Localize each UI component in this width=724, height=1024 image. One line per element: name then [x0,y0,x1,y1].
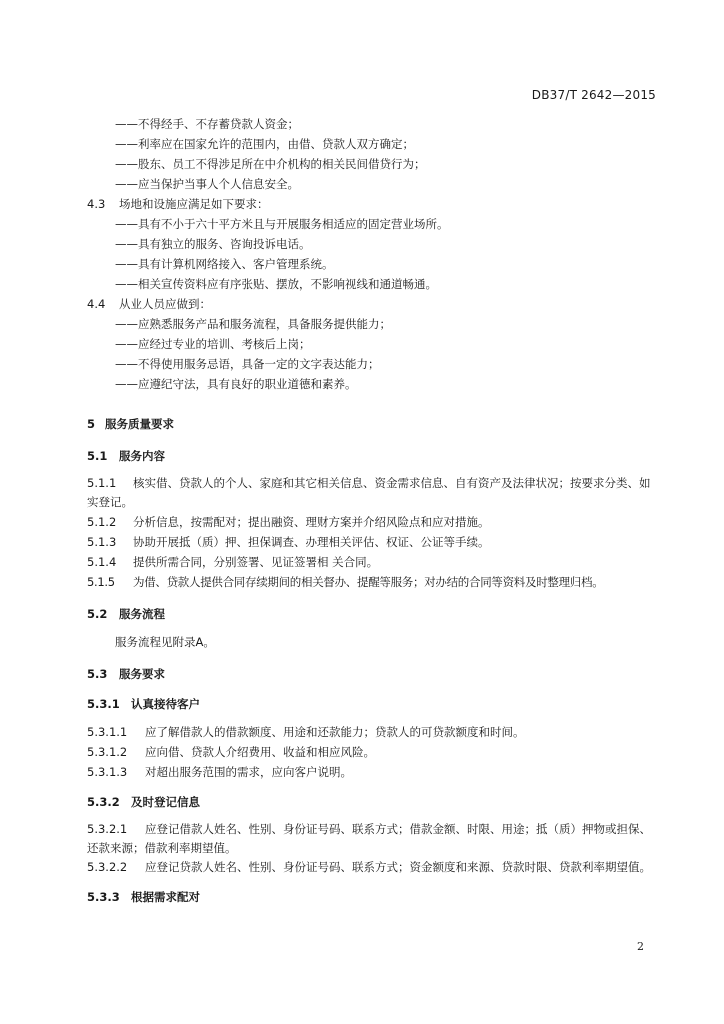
clause-5-3-1-1 [87,722,657,742]
section-title: 服务流程 [119,607,165,621]
clause-text: 应向借、贷款人介绍费用、收益和相应风险。 [145,745,375,759]
clause-number: 5.1.4 [87,555,117,569]
clause-5-1-5 [87,572,657,592]
section-number: 5.1 [87,449,108,463]
document-body [87,114,657,907]
section-number: 5.2 [87,607,108,621]
clause-5-3-2-1 [87,820,657,858]
clause-title: 从业人员应做到： [119,297,211,311]
section-number: 5.3.1 [87,697,120,711]
section-number: 5 [87,417,96,431]
section-5-heading [87,414,657,434]
clause-number: 5.1.2 [87,515,117,529]
list-item: ——具有计算机网络接入、客户管理系统。 [115,257,334,271]
clause-text: 对超出服务范围的需求，应向客户说明。 [145,765,352,779]
clause-5-1-4 [87,552,657,572]
clause-number: 5.1.5 [87,575,115,589]
clause-title: 场地和设施应满足如下要求： [119,197,269,211]
clause-text: 应登记贷款人姓名、性别、身份证号码、联系方式；资金额度和来源、贷款时限、贷款利率期望值。 [145,860,651,874]
list-item: ——利率应在国家允许的范围内，由借、贷款人双方确定； [115,137,414,151]
list-item: ——应当保护当事人个人信息安全。 [115,177,299,191]
clause-text: 提供所需合同，分别签署、见证签署相 关合同。 [133,555,379,569]
list-item: ——股东、员工不得涉足所在中介机构的相关民间借贷行为； [115,157,426,171]
clause-5-3-1-3 [87,762,657,782]
section-number: 5.3.2 [87,795,120,809]
clause-text: 分析信息，按需配对；提出融资、理财方案并介绍风险点和应对措施。 [133,515,490,529]
clause-text: 应登记借款人姓名、性别、身份证号码、联系方式；借款金额、时限、用途；抵（质）押物或担保、还款来源；借款利率期望值。 [87,822,651,855]
section-5-3-1-heading [87,694,657,714]
clause-4-3 [87,194,657,214]
clause-5-1-2 [87,512,657,532]
clause-number: 5.1.3 [87,535,117,549]
clause-number: 5.3.1.2 [87,745,128,759]
clause-text: 应了解借款人的借款额度、用途和还款能力；贷款人的可贷款额度和时间。 [145,725,525,739]
section-5-2-heading [87,604,657,624]
clause-number: 4.3 [87,197,106,211]
document-code: DB37/T 2642—2015 [531,88,656,102]
paragraph: 服务流程见附录A。 [115,635,215,649]
section-number: 5.3.3 [87,890,120,904]
list-item: ——不得经手、不存蓄贷款人资金； [115,117,299,131]
clause-5-3-2-2 [87,858,657,877]
clause-text: 协助开展抵（质）押、担保调查、办理相关评估、权证、公证等手续。 [133,535,490,549]
section-5-1-heading [87,446,657,466]
clause-4-4 [87,294,657,314]
clause-number: 5.3.1.1 [87,725,128,739]
section-title: 根据需求配对 [131,890,200,904]
clause-text: 核实借、贷款人的个人、家庭和其它相关信息、资金需求信息、自有资产及法律状况；按要求分类、如实登记。 [87,476,651,509]
clause-number: 5.1.1 [87,476,117,490]
list-item: ——应经过专业的培训、考核后上岗； [115,337,311,351]
section-5-3-2-heading [87,792,657,812]
clause-5-1-1 [87,474,657,512]
clause-number: 5.3.2.2 [87,860,128,874]
list-item: ——具有不小于六十平方米且与开展服务相适应的固定营业场所。 [115,217,449,231]
list-item: ——不得使用服务忌语，具备一定的文字表达能力； [115,357,380,371]
section-title: 及时登记信息 [131,795,200,809]
section-number: 5.3 [87,667,108,681]
list-item: ——应遵纪守法，具有良好的职业道德和素养。 [115,377,357,391]
clause-5-1-3 [87,532,657,552]
page-number: 2 [637,940,644,953]
clause-text: 为借、贷款人提供合同存续期间的相关督办、提醒等服务；对办结的合同等资料及时整理归档。 [133,575,604,589]
section-5-3-heading [87,664,657,684]
list-item: ——应熟悉服务产品和服务流程，具备服务提供能力； [115,317,391,331]
section-title: 服务质量要求 [105,417,174,431]
list-item: ——相关宣传资料应有序张贴、摆放，不影响视线和通道畅通。 [115,277,437,291]
section-5-3-3-heading [87,887,657,907]
clause-number: 4.4 [87,297,106,311]
clause-number: 5.3.2.1 [87,822,128,836]
clause-5-3-1-2 [87,742,657,762]
section-title: 服务要求 [119,667,165,681]
section-title: 认真接待客户 [131,697,200,711]
section-title: 服务内容 [119,449,165,463]
clause-number: 5.3.1.3 [87,765,128,779]
list-item: ——具有独立的服务、咨询投诉电话。 [115,237,311,251]
